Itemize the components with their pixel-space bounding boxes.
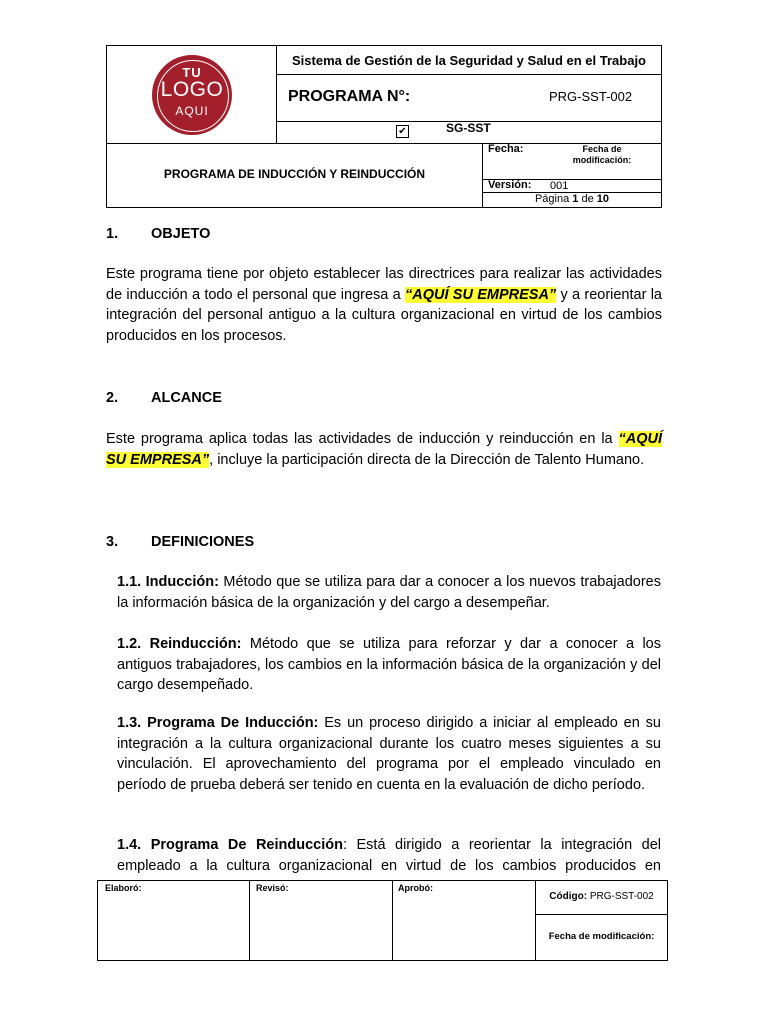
section-1-number: 1.	[106, 226, 119, 242]
divider	[249, 881, 250, 960]
divider	[276, 74, 661, 75]
section-1-title: OBJETO	[151, 226, 211, 242]
program-code: PRG-SST-002	[549, 89, 633, 104]
definition-induccion: 1.1. Inducción: Método que se utiliza para dar a conocer a los nuevos trabajadores la información básica de la organización y del cargo a desempeñar.	[117, 574, 661, 611]
divider	[535, 914, 667, 915]
document-title: PROGRAMA DE INDUCCIÓN Y REINDUCCIÓN	[163, 167, 426, 181]
fecha-label: Fecha:	[488, 143, 524, 155]
elaboro-label: Elaboró:	[105, 883, 142, 893]
definition-programa-reinduccion: 1.4. Programa De Reinducción: Está dirigido a reorientar la integración del empleado a la cultura organizacional en virtud de los cambios producidos en	[117, 837, 661, 874]
codigo-cell: Código: PRG-SST-002	[549, 891, 654, 902]
company-logo: TU LOGO AQUI	[152, 55, 232, 135]
version-label: Versión:	[488, 179, 532, 191]
section-2-title: ALCANCE	[151, 390, 222, 406]
section-3-number: 3.	[106, 534, 119, 550]
definition-programa-induccion: 1.3. Programa De Inducción: Es un proceso dirigido a iniciar al empleado en su integración a la cultura organizacional durante los cuatro meses siguientes a su vinculación. El aprovechamiento del programa por el empleado vinculado en período de prueba deberá ser tenido en cuenta en la evaluación de dicho período.	[117, 715, 661, 794]
section-2-number: 2.	[106, 390, 119, 406]
reviso-label: Revisó:	[256, 883, 289, 893]
company-placeholder: “AQUÍ SU EMPRESA”	[106, 431, 662, 468]
section-2-paragraph: Este programa aplica todas las actividades de inducción y reinducción en la “AQUÍ SU EMPRESA”, incluye la participación directa de la Dirección de Talento Humano.	[106, 431, 662, 468]
fecha-modificacion-cell: Fecha de modificación:	[548, 931, 655, 942]
section-1-paragraph: Este programa tiene por objeto establecer las directrices para realizar las actividades de inducción a todo el personal que ingresa a “AQUÍ SU EMPRESA” y a reorientar la integración del personal antiguo a la cultura organizacional en virtud de los cambios producidos en los procesos.	[106, 266, 662, 345]
version-value: 001	[550, 180, 569, 192]
document-header	[106, 45, 662, 208]
aprobo-label: Aprobó:	[398, 883, 433, 893]
sgsst-checkbox[interactable]: ✔	[396, 125, 409, 138]
system-title: Sistema de Gestión de la Seguridad y Salud en el Trabajo	[292, 53, 646, 68]
sgsst-label: SG-SST	[446, 121, 491, 135]
company-placeholder: “AQUÍ SU EMPRESA”	[405, 286, 557, 303]
fecha-modificacion-label: Fecha de modificación:	[572, 144, 632, 165]
page-indicator: Página 1 de 10	[534, 193, 610, 205]
definition-reinduccion: 1.2. Reinducción: Método que se utiliza para reforzar y dar a conocer a los antiguos trabajadores, los cambios en la información básica de la organización y del cargo desempeñado.	[117, 636, 661, 694]
program-label: PROGRAMA N°:	[288, 88, 411, 105]
section-3-title: DEFINICIONES	[151, 534, 255, 550]
divider	[392, 881, 393, 960]
document-footer	[97, 880, 668, 961]
